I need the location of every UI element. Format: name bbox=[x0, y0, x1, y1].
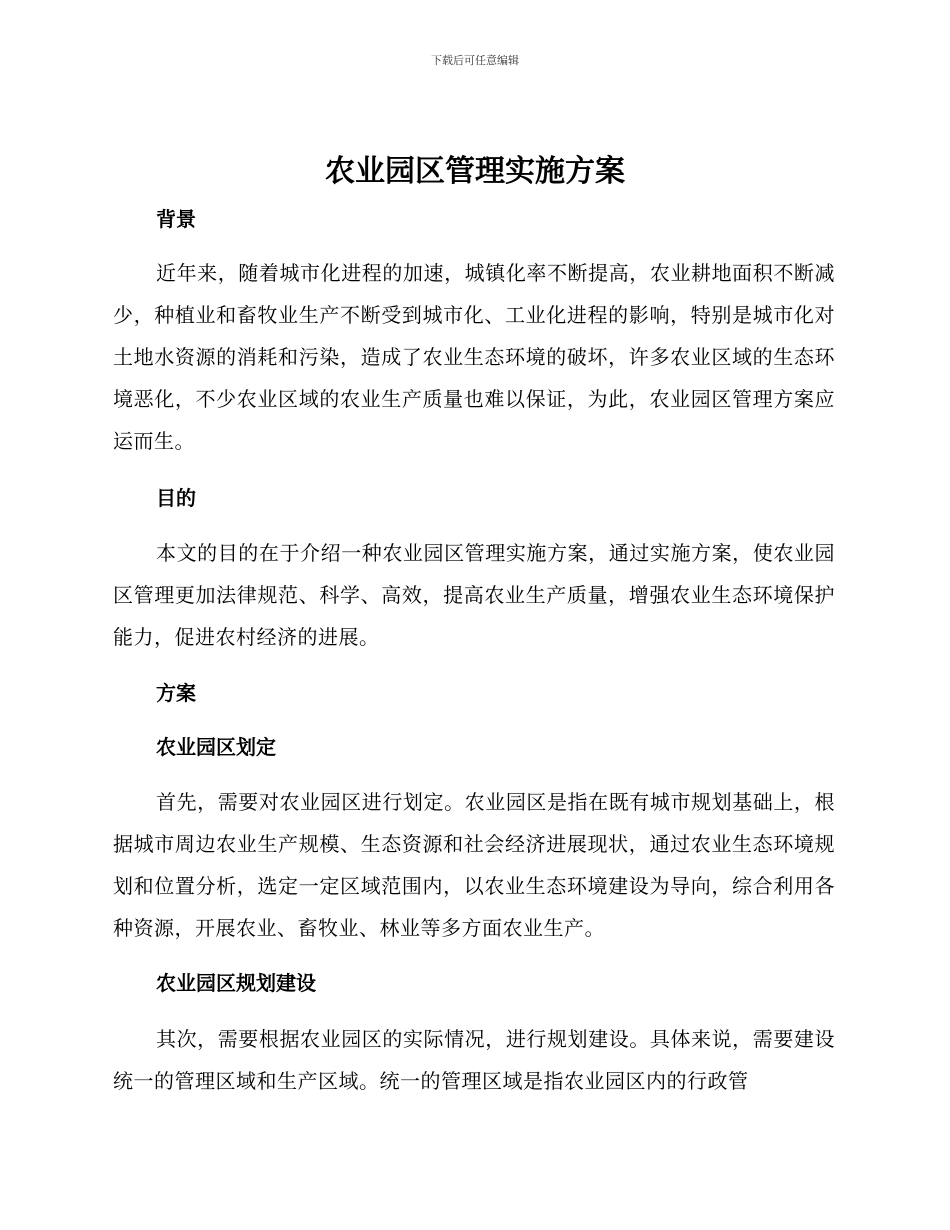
section-heading-purpose: 目的 bbox=[156, 486, 196, 510]
page-header-note: 下载后可任意编辑 bbox=[431, 54, 519, 67]
section-heading-background: 背景 bbox=[156, 207, 196, 231]
section-body-zoning: 首先，需要对农业园区进行划定。农业园区是指在既有城市规划基础上，根据城市周边农业生产规模、生态资源和社会经济进展现状，通过农业生态环境规划和位置分析，选定一定区域范围内，以农业生态环境建设为导向，综合利用各种资源，开展农业、畜牧业、林业等多方面农业生产。 bbox=[113, 790, 835, 940]
section-heading-zoning: 农业园区划定 bbox=[156, 735, 276, 759]
section-body-background: 近年来，随着城市化进程的加速，城镇化率不断提高，农业耕地面积不断减少，种植业和畜牧业生产不断受到城市化、工业化进程的影响，特别是城市化对土地水资源的消耗和污染，造成了农业生态环境的破坏，许多农业区域的生态环境恶化，不少农业区域的农业生产质量也难以保证，为此，农业园区管理方案应运而生。 bbox=[113, 261, 835, 453]
section-heading-plan: 方案 bbox=[156, 681, 196, 705]
section-body-construction: 其次，需要根据农业园区的实际情况，进行规划建设。具体来说，需要建设统一的管理区域和生产区域。统一的管理区域是指农业园区内的行政管 bbox=[113, 1027, 835, 1093]
section-heading-construction: 农业园区规划建设 bbox=[156, 971, 316, 995]
section-body-purpose: 本文的目的在于介绍一种农业园区管理实施方案，通过实施方案，使农业园区管理更加法律规范、科学、高效，提高农业生产质量，增强农业生态环境保护能力，促进农村经济的进展。 bbox=[113, 541, 835, 649]
document-title: 农业园区管理实施方案 bbox=[325, 154, 625, 189]
